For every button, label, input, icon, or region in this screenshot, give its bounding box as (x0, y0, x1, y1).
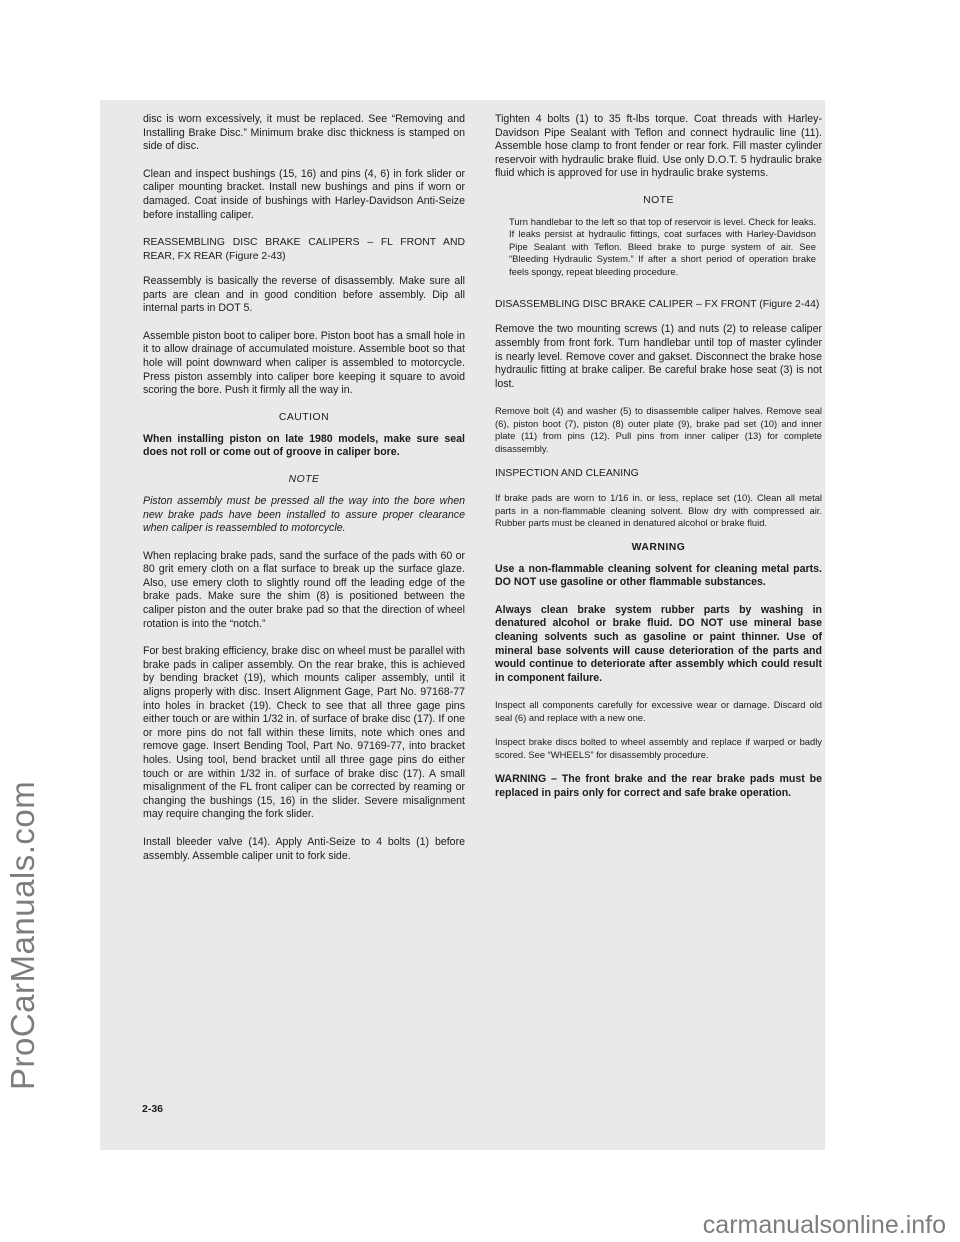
warning-text: Always clean brake system rubber parts by washing in denatured alcohol or brake fluid. DO NOT use mineral base cleaning solvents such as gasoline or paint thinner. Use of mineral base solvents will cause deterioration of the parts and would continue to deteriorate after assembly which could result in component failure. (495, 603, 822, 684)
section-heading: REASSEMBLING DISC BRAKE CALIPERS – FL FRONT AND REAR, FX REAR (Figure 2-43) (143, 237, 465, 262)
paragraph: Install bleeder valve (14). Apply Anti-Seize to 4 bolts (1) before assembly. Assemble caliper unit to fork side. (143, 835, 465, 862)
page-number: 2-36 (142, 1103, 164, 1115)
warning-label: WARNING (631, 541, 686, 553)
section-heading: DISASSEMBLING DISC BRAKE CALIPER – FX FRONT (Figure 2-44) (495, 299, 820, 310)
paragraph: Tighten 4 bolts (1) to 35 ft-lbs torque. Coat threads with Harley-Davidson Pipe Sealant with Teflon and connect hydraulic line (11). Assemble hose clamp to front fender or rear fork. Fill master cylinder reservoir with hydraulic brake fluid. Use only D.O.T. 5 hydraulic brake fluid which is approved for use in hydraulic brake systems. (495, 113, 822, 180)
paragraph: Reassembly is basically the reverse of disassembly. Make sure all parts are clean and in good condition before assembly. Dip all internal parts in DOT 5. (143, 274, 465, 315)
note-text: Piston assembly must be pressed all the way into the bore when new brake pads have been installed to assure proper clearance when caliper is reassembled to motorcycle. (143, 494, 465, 535)
note-label: NOTE (643, 194, 674, 206)
paragraph: Inspect brake discs bolted to wheel assembly and replace if warped or badly scored. See “WHEELS” for disassembly procedure. (495, 736, 822, 760)
watermark-carmanualsonline: carmanualsonline.info (702, 1211, 946, 1239)
caution-text: When installing piston on late 1980 models, make sure seal does not roll or come out of groove in caliper bore. (143, 432, 465, 459)
paragraph: If brake pads are worn to 1/16 in. or less, replace set (10). Clean all metal parts in a non-flammable cleaning solvent. Blow dry with compressed air. Rubber parts must be cleaned in denatured alcohol or brake fluid. (495, 492, 822, 529)
paragraph: Assemble piston boot to caliper bore. Piston boot has a small hole in it to allow drainage of accumulated moisture. Assemble boot so that hole will point downward when caliper is assembled to motorcycle. Press piston assembly into caliper bore keeping it square to avoid scoring the bore. Push it firmly all the way in. (143, 329, 465, 397)
watermark-procarmanuals: ProCarManuals.com (4, 780, 41, 1090)
warning-text: Use a non-flammable cleaning solvent for cleaning metal parts. DO NOT use gasoline or other flammable substances. (495, 562, 822, 589)
note-block (495, 216, 822, 278)
warning-text: WARNING – The front brake and the rear brake pads must be replaced in pairs only for correct and safe brake operation. (495, 773, 822, 799)
paragraph: When replacing brake pads, sand the surface of the pads with 60 or 80 grit emery cloth on a flat surface to break up the surface glaze. Also, use emery cloth to slightly round off the leading edge of the brake pads. Make sure the shim (8) is positioned between the caliper piston and the outer brake pad so that the direction of wheel rotation is into the “notch.” (143, 549, 465, 630)
section-heading: INSPECTION AND CLEANING (495, 468, 639, 479)
right-column (495, 113, 822, 814)
paragraph: Remove the two mounting screws (1) and nuts (2) to release caliper assembly from front fork. Turn handlebar until top of master cylinder is nearly level. Remove cover and gakset. Disconnect the brake hose hydraulic fitting at brake caliper. Be careful brake hose seat (3) is not lost. (495, 323, 822, 390)
paragraph: Inspect all components carefully for excessive wear or damage. Discard old seal (6) and replace with a new one. (495, 699, 822, 723)
note-label: NOTE (288, 473, 320, 485)
paragraph: For best braking efficiency, brake disc on wheel must be parallel with brake pads in caliper assembly. On the rear brake, this is achieved by bending bracket (19), which mounts caliper assembly, until it aligns properly with disc. Insert Alignment Gage, Part No. 97168-77 into holes in bracket (19). Check to see that all three gage pins either touch or are within 1/32 in. of surface of brake disc (17). If one or more pins do not fall within these limits, note which ones and remove gage. Insert Bending Tool, Part No. 97169-77, into bracket holes. Using tool, bend bracket until all three gage pins do either touch or are within 1/32 in. of surface of brake disc (17). A small misalignment of the FL front caliper can be corrected by reaming or changing the bushings (15, 16) in the slider. Severe misalignment may require changing the fork slider. (143, 645, 465, 821)
paragraph: disc is worn excessively, it must be replaced. See “Removing and Installing Brake Disc.” Minimum brake disc thickness is stamped on side of disc. (143, 113, 465, 153)
paragraph: Remove bolt (4) and washer (5) to disassemble caliper halves. Remove seal (6), piston boot (7), piston (8) outer plate (9), brake pad set (10) and inner plate (11) from pins (12). Pull pins from inner caliper (13) for complete disassembly. (495, 405, 822, 454)
left-column (143, 113, 465, 877)
note-text: Turn handlebar to the left so that top of reservoir is level. Check for leaks. If leaks persist at hydraulic fittings, coat surfaces with Harley-Davidson Pipe Sealant with Teflon. Bleed brake to purge system of air. See “Bleeding Hydraulic System.” If after a short period of operation brake feels spongy, repeat bleeding procedure. (509, 215, 816, 277)
paragraph: Clean and inspect bushings (15, 16) and pins (4, 6) in fork slider or caliper mounting bracket. Install new bushings and pins if worn or damaged. Coat inside of bushings with Harley-Davidson Anti-Seize before installing caliper. (143, 167, 465, 221)
caution-label: CAUTION (278, 411, 330, 423)
